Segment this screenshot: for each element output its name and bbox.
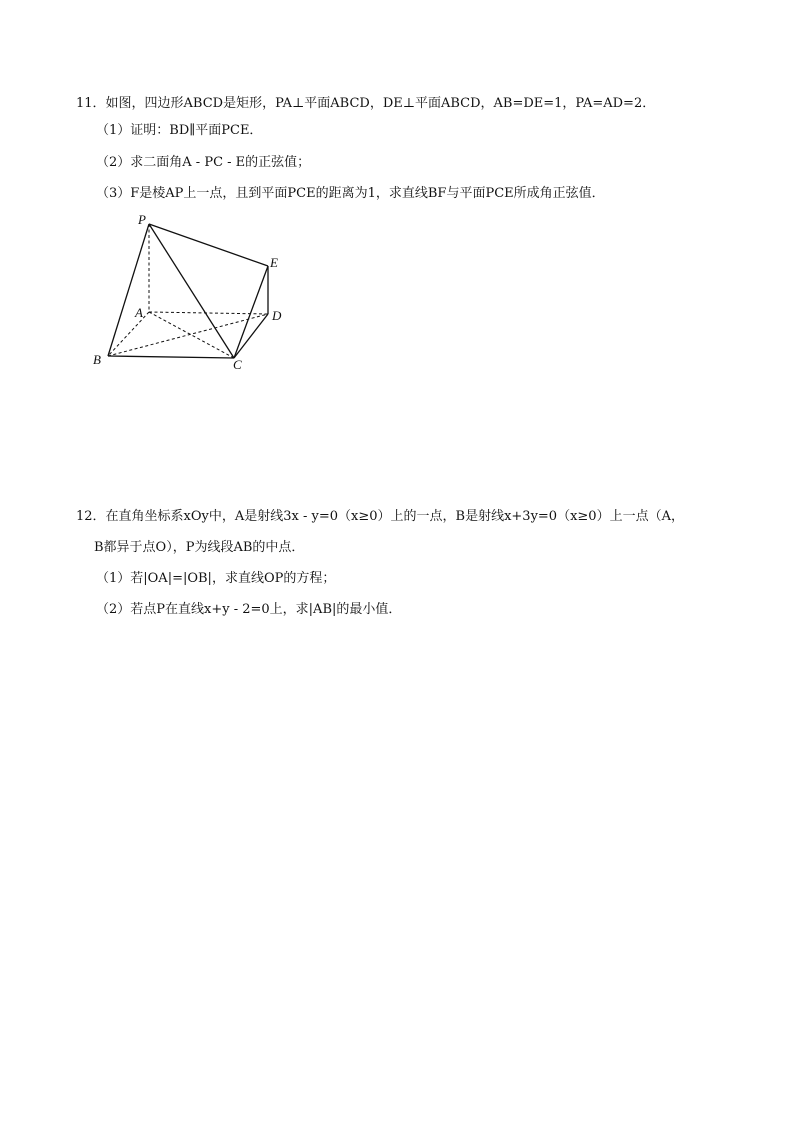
edge-bd-hidden bbox=[108, 314, 268, 356]
edge-pb bbox=[108, 224, 149, 356]
edge-ec bbox=[234, 266, 268, 358]
question-11-part-1: （1）证明：BD∥平面PCE． bbox=[96, 123, 263, 138]
question-12-part-2: （2）若点P在直线x+y - 2=0上，求|AB|的最小值． bbox=[96, 602, 402, 617]
edge-dc bbox=[234, 314, 268, 358]
question-12-part-1: （1）若|OA|=|OB|，求直线OP的方程； bbox=[96, 571, 336, 586]
label-d: D bbox=[272, 308, 282, 323]
edge-bc bbox=[108, 356, 234, 358]
label-p: P bbox=[138, 212, 146, 227]
label-c: C bbox=[233, 357, 242, 372]
edge-pe bbox=[149, 224, 268, 266]
label-a: A bbox=[135, 305, 143, 320]
question-11-part-3: （3）F是棱AP上一点，且到平面PCE的距离为1，求直线BF与平面PCE所成角正弦值． bbox=[96, 186, 605, 201]
edge-ac-hidden bbox=[149, 312, 234, 358]
label-b: B bbox=[93, 352, 101, 367]
question-11-stem: 11．如图，四边形ABCD是矩形，PA⊥平面ABCD，DE⊥平面ABCD，AB=DE=1，PA=AD=2． bbox=[76, 96, 656, 111]
solid-geometry-figure bbox=[88, 210, 298, 375]
question-12-stem-line-1: 12．在直角坐标系xOy中，A是射线3x - y=0（x≥0）上的一点，B是射线x+3y=0（x≥0）上一点（A， bbox=[76, 509, 684, 524]
edge-pc bbox=[149, 224, 234, 358]
question-12-stem-line-2: B都异于点O），P为线段AB的中点． bbox=[94, 540, 305, 555]
label-e: E bbox=[270, 255, 278, 270]
question-11-part-2: （2）求二面角A - PC - E的正弦值； bbox=[96, 155, 311, 170]
